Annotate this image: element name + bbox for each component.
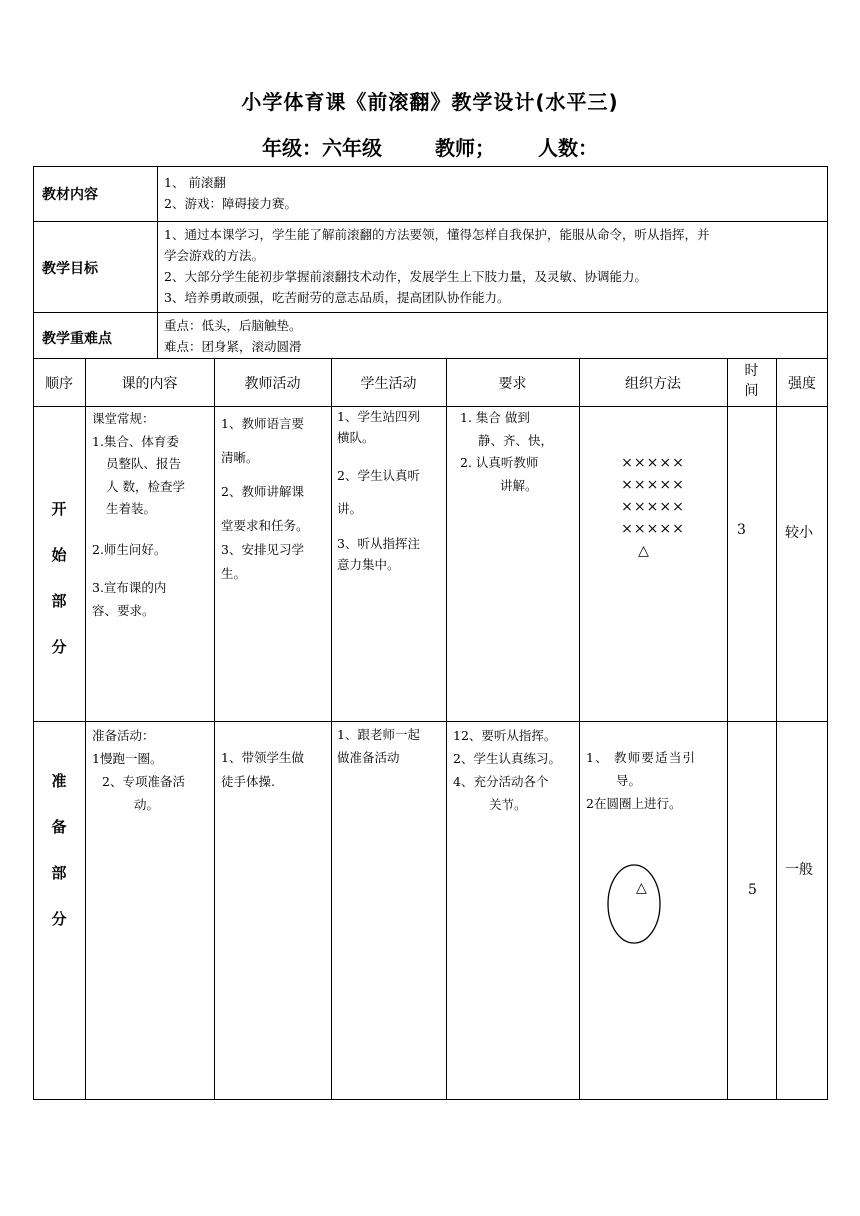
formation-row: ××××× xyxy=(621,455,685,471)
goals-text xyxy=(164,224,826,308)
goals-line: 1、通过本课学习，学生能了解前滚翻的方法要领，懂得怎样自我保护，能服从命令，听从指挥，并 xyxy=(164,227,710,242)
keypoint-line: 重点：低头，后脑触垫。 xyxy=(164,318,302,333)
header-intensity: 强度 xyxy=(788,376,816,392)
goals-label: 教学目标 xyxy=(42,261,98,277)
header-organization: 组织方法 xyxy=(625,376,681,392)
section-prep: 准 备 部 分 xyxy=(51,772,67,928)
goals-line: 3、培养勇敢顽强，吃苦耐劳的意志品质，提高团队协作能力。 xyxy=(164,290,510,305)
section-start: 开 始 部 分 xyxy=(51,500,67,656)
start-content: 课堂常规： 1.集合、体育委 员整队、报告 人 数，检查学 生着装。 2.师生问好。 3.宣布课的内 容、要求。 xyxy=(92,411,185,618)
page-subtitle xyxy=(0,132,860,161)
material-text xyxy=(164,172,824,214)
goals-line: 学会游戏的方法。 xyxy=(164,248,265,263)
header-student: 学生活动 xyxy=(360,376,417,392)
material-label: 教材内容 xyxy=(42,187,98,203)
start-intensity: 较小 xyxy=(785,525,813,541)
header-time: 时 间 xyxy=(744,363,759,399)
prep-requirement: 12、要听从指挥。 2、学生认真练习。 4、充分活动各个 关节。 xyxy=(453,728,561,812)
header-requirement: 要求 xyxy=(498,376,527,392)
keypoint-line: 难点：团身紧，滚动圆滑 xyxy=(164,339,302,354)
prep-organization: 1、 教师要适当引 导。 2在圆圈上进行。 xyxy=(586,750,697,811)
prep-teacher-triangle-icon: △ xyxy=(636,880,647,896)
prep-time: 5 xyxy=(748,882,757,898)
formation-row: ××××× xyxy=(621,521,685,537)
start-formation-diagram xyxy=(585,452,721,562)
start-requirement: 1. 集合 做到 静、齐、快， 2. 认真听教师 讲解。 xyxy=(460,410,554,493)
prep-content: 准备活动： 1慢跑一圈。 2、专项准备活 动。 xyxy=(92,728,185,812)
page-title: 小学体育课《前滚翻》教学设计(水平三) xyxy=(241,90,619,114)
circle-track-icon xyxy=(608,865,660,943)
keypoints-text xyxy=(164,315,824,357)
count-label: 人数： xyxy=(537,136,598,160)
material-line: 1、 前滚翻 xyxy=(164,175,226,190)
prep-student: 1、跟老师一起 做准备活动 xyxy=(337,727,420,765)
header-order: 顺序 xyxy=(45,376,73,392)
teacher-label: 教师； xyxy=(435,136,495,160)
formation-row: ××××× xyxy=(621,499,685,515)
circle-formation-diagram xyxy=(604,860,664,948)
start-time: 3 xyxy=(737,522,746,538)
start-student: 1、学生站四列 横队。 2、学生认真听 讲。 3、听从指挥注 意力集中。 xyxy=(337,409,420,572)
teacher-triangle-icon: △ xyxy=(638,543,650,559)
header-content: 课的内容 xyxy=(121,376,178,392)
material-line: 2、游戏：障碍接力赛。 xyxy=(164,196,297,211)
start-teacher: 1、教师语言要 清晰。 2、教师讲解课 堂要求和任务。 3、安排见习学 生。 xyxy=(221,416,309,581)
formation-row: ××××× xyxy=(621,477,685,493)
prep-teacher: 1、带领学生做 徒手体操. xyxy=(221,750,304,789)
prep-intensity: 一般 xyxy=(785,862,813,878)
grade-label: 年级：六年级 xyxy=(262,136,383,160)
keypoints-label: 教学重难点 xyxy=(42,331,112,347)
goals-line: 2、大部分学生能初步掌握前滚翻技术动作，发展学生上下肢力量，及灵敏、协调能力。 xyxy=(164,269,647,284)
header-teacher: 教师活动 xyxy=(244,376,301,392)
